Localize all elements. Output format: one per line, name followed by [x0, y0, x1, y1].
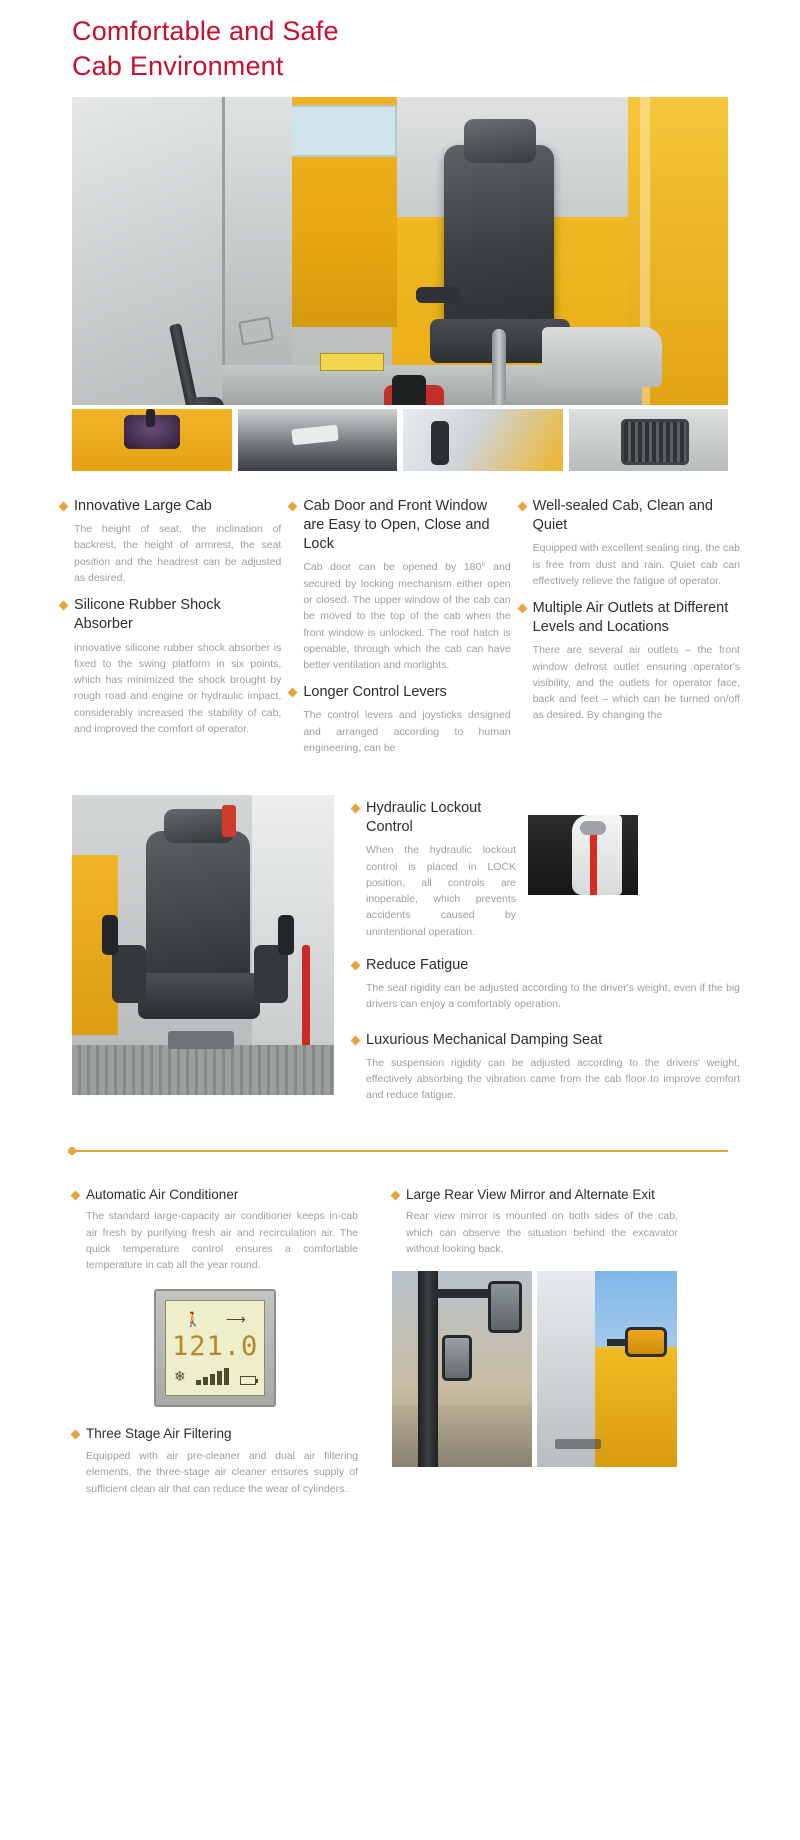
- feature-multiple-air-outlets: [519, 599, 740, 724]
- hydraulic-lockout-block: [352, 799, 740, 940]
- rear-view-mirror-glass: [625, 1327, 667, 1357]
- bullet-diamond-icon: [351, 960, 361, 970]
- feature-body: The seat rigidity can be adjusted according to the driver's weight, even if the big drivers can enjoy a comfortably operation.: [366, 982, 740, 1011]
- airflow-arrow-icon: ⟶: [225, 1310, 246, 1327]
- feature-heading: Silicone Rubber Shock Absorber: [74, 597, 221, 633]
- bullet-diamond-icon: [351, 804, 361, 814]
- divider-dot-icon: [68, 1147, 76, 1155]
- seat-section: [0, 771, 800, 1113]
- bullet-diamond-icon: [71, 1430, 81, 1440]
- feature-luxurious-damping-seat: [352, 1031, 740, 1104]
- feature-heading: Multiple Air Outlets at Different Levels and Locations: [532, 600, 729, 636]
- fan-bar: [196, 1380, 201, 1385]
- cab-door-frame: [222, 97, 292, 405]
- rear-view-mirror-column: [392, 1186, 678, 1507]
- bullet-diamond-icon: [288, 502, 298, 512]
- feature-reduce-fatigue: [352, 956, 740, 1013]
- ac-temperature-value: 121.0: [172, 1331, 259, 1363]
- red-lever: [302, 945, 310, 1055]
- feature-column-1: [60, 497, 281, 771]
- hydraulic-lockout-photo: [528, 815, 638, 895]
- cab-interior-photo: [72, 97, 728, 405]
- feature-heading: Hydraulic Lockout Control: [366, 800, 482, 836]
- lockout-lever-knob: [580, 821, 606, 835]
- seat-backrest: [146, 831, 250, 981]
- ac-status-row: [172, 1368, 258, 1385]
- feature-innovative-large-cab: [60, 497, 281, 586]
- hero-image-container: [0, 89, 800, 405]
- feature-heading-row: [392, 1186, 678, 1204]
- feature-three-stage-air-filtering: [72, 1425, 358, 1497]
- bullet-diamond-icon: [351, 1035, 361, 1045]
- feature-body: Rear view mirror is mounted on both sides of the cab, which can observe the situation behind the excavator without looking back.: [406, 1210, 678, 1255]
- cab-upper-window: [277, 105, 397, 157]
- climate-and-mirror-section: [0, 1152, 800, 1507]
- thumbnail-shock-absorber: [72, 409, 232, 471]
- operator-seat-photo: [72, 795, 334, 1095]
- mirror-photo-pair: [392, 1271, 678, 1467]
- feature-cab-door-and-front-window: [289, 497, 510, 673]
- thumbnail-control-lever: [403, 409, 563, 471]
- left-armrest: [112, 945, 146, 1003]
- warning-sticker: [320, 353, 384, 371]
- feature-heading: Cab Door and Front Window are Easy to Open, Close and Lock: [303, 498, 490, 553]
- fan-icon: ❄: [174, 1368, 186, 1385]
- bullet-diamond-icon: [59, 502, 69, 512]
- bullet-diamond-icon: [71, 1190, 81, 1200]
- feature-heading-row: [352, 799, 516, 837]
- feature-body: The standard large-capacity air conditioner keeps in-cab air fresh by purifying fresh air and recirculation air. The quick temperature control ensures a comfortable temperature in cab all the year round.: [86, 1210, 358, 1272]
- battery-icon: [240, 1376, 256, 1385]
- ac-lcd-screen: [165, 1300, 265, 1396]
- feature-body: The height of seat, the inclination of backrest, the height of armrest, the seat position and the headrest can be adjusted as desired.: [74, 523, 282, 585]
- mirror-photo-left: [392, 1271, 532, 1467]
- bullet-diamond-icon: [288, 688, 298, 698]
- feature-body: When the hydraulic lockout control is placed in LOCK position, all controls are inoperable, which prevents accidents caused by unintentional operation.: [366, 844, 516, 938]
- feature-longer-control-levers: [289, 683, 510, 756]
- fan-bar: [224, 1368, 229, 1385]
- page-title: [0, 0, 800, 89]
- seat-section-text: [352, 795, 740, 1113]
- feature-body: innovative silicone rubber shock absorber is fixed to the swing platform in six points, which has minimized the shock brought by rough road and engine or hydraulic impact, considerably increased the stability of cab, and improved the comfort of operator.: [74, 641, 282, 735]
- machine-decal: [555, 1439, 601, 1449]
- feature-heading: Three Stage Air Filtering: [86, 1426, 232, 1442]
- right-console: [542, 327, 662, 387]
- feature-heading-row: [352, 1031, 740, 1050]
- feature-heading-row: [72, 1425, 358, 1443]
- feature-body: Cab door can be opened by 180° and secured by locking mechanism either open or closed. The upper window of the cab can be moved to the top of the cab when the front window is unlocked. The roof hatch is openable, through which the cab can have better ventilation and morlights.: [303, 561, 511, 672]
- section-divider-container: [0, 1114, 800, 1152]
- left-joystick: [102, 915, 118, 955]
- feature-body: The suspension rigidity can be adjusted according to the drivers' weight, effectively absorbing the vibration came from the cab floor to improve comfort and reduce fatigue.: [366, 1056, 740, 1102]
- feature-heading: Innovative Large Cab: [74, 498, 212, 515]
- bullet-diamond-icon: [517, 502, 527, 512]
- right-joystick: [278, 915, 294, 955]
- feature-heading: Reduce Fatigue: [366, 956, 469, 973]
- feature-columns: [0, 471, 800, 771]
- feature-heading-row: [60, 497, 281, 516]
- operator-headrest: [464, 119, 536, 163]
- feature-heading-row: [519, 599, 740, 637]
- feature-body: Equipped with excellent sealing ring, the cab is free from dust and rain. Quiet cab can effectively relieve the fatigue of operator.: [532, 542, 740, 587]
- feature-heading-row: [60, 596, 281, 634]
- feature-heading: Longer Control Levers: [303, 684, 447, 701]
- operator-seat-back: [444, 145, 554, 335]
- ground-background: [392, 1405, 532, 1467]
- bullet-diamond-icon: [59, 601, 69, 611]
- page-title-line-2: Cab Environment: [72, 50, 284, 81]
- air-conditioner-control-panel[interactable]: [154, 1289, 276, 1407]
- fan-speed-bars: [196, 1368, 229, 1385]
- hydraulic-lockout-text: [352, 799, 516, 940]
- feature-heading-row: [72, 1186, 358, 1204]
- left-joystick: [392, 375, 426, 405]
- feature-heading: Luxurious Mechanical Damping Seat: [366, 1031, 603, 1048]
- thumbnail-strip: [0, 405, 800, 471]
- fan-bar: [210, 1374, 215, 1385]
- feature-large-rear-view-mirror: [392, 1186, 678, 1258]
- feature-heading-row: [289, 683, 510, 702]
- feature-heading-row: [289, 497, 510, 554]
- feature-automatic-air-conditioner: [72, 1186, 358, 1274]
- feature-column-2: [289, 497, 510, 771]
- bullet-diamond-icon: [391, 1190, 401, 1200]
- feature-heading: Well-sealed Cab, Clean and Quiet: [532, 498, 713, 534]
- mirror-mounting-post: [418, 1271, 438, 1467]
- operator-armrest: [416, 287, 460, 303]
- fan-bar: [203, 1377, 208, 1385]
- travel-pedal: [168, 1031, 234, 1049]
- control-lever-knob: [190, 397, 224, 405]
- ac-airflow-icons: [172, 1307, 258, 1331]
- air-conditioner-column: [72, 1186, 358, 1507]
- thumbnail-door-lock: [238, 409, 398, 471]
- fan-bar: [217, 1371, 222, 1385]
- fire-extinguisher: [222, 805, 236, 837]
- seat-cushion: [138, 973, 260, 1019]
- bullet-diamond-icon: [517, 604, 527, 614]
- feature-well-sealed-cab: [519, 497, 740, 589]
- section-divider: [72, 1150, 728, 1152]
- feature-heading: Automatic Air Conditioner: [86, 1186, 239, 1202]
- feature-column-3: [519, 497, 740, 771]
- page-title-line-1: Comfortable and Safe: [72, 16, 339, 46]
- feature-body: There are several air outlets – the front window defrost outlet ensuring operator's visibility, and the outlets for operator face, back and feet – which can be turned on/off as desired. By changing the: [532, 644, 740, 722]
- feature-heading-row: [519, 497, 740, 535]
- feature-body: The control levers and joysticks designed and arranged according to human engineering, can be: [303, 709, 511, 754]
- secondary-mirror-glass: [442, 1335, 472, 1381]
- rear-view-mirror-glass: [488, 1281, 522, 1333]
- thumbnail-air-outlet: [569, 409, 729, 471]
- feature-silicone-rubber-shock-absorber: [60, 596, 281, 737]
- person-airflow-icon: 🚶: [184, 1310, 202, 1327]
- grab-rail: [492, 329, 506, 405]
- feature-heading: Large Rear View Mirror and Alternate Exit: [406, 1186, 655, 1202]
- feature-body: Equipped with air pre-cleaner and dual air filtering elements, the three-stage air cleaner ensures supply of sufficient clean air that can reduce the wear of cylinders.: [86, 1450, 358, 1495]
- feature-heading-row: [352, 956, 740, 975]
- mirror-photo-right: [537, 1271, 677, 1467]
- cab-exterior-panel: [537, 1271, 595, 1467]
- cab-floor-mat: [72, 1045, 334, 1095]
